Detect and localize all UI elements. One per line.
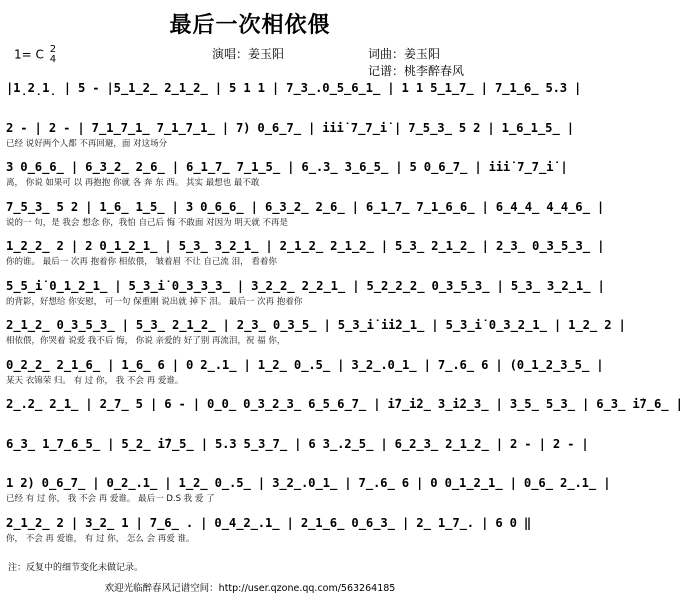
composer-credit: 词曲：姜玉阳 bbox=[368, 47, 441, 61]
key-label: 1= C bbox=[14, 47, 44, 62]
key-signature bbox=[14, 45, 56, 65]
lyrics-line: 说的一 句，是 我会 想念 你，我怕 自己后 悔 不敢面 对因为 明天就 不再是 bbox=[6, 217, 289, 228]
song-title: 最后一次相依偎 bbox=[169, 12, 331, 38]
score-body bbox=[6, 78, 683, 552]
lyrics-line: 某天 衣锦荣 归。 有 过 你， 我 不会 再 爱谁。 bbox=[6, 375, 184, 386]
notes-line: 5̲5̲i̇ 0̲1̲2̲1̲ | 5̲3̲i̇ 0̲3̲3̲3̲ | 3̲2̲2̲ 2̲2̲1̲ | 5̲2̲2̲2̲ 0̲3̲5̲3̲ | 5̲3̲ 3̲2̲1̲ | bbox=[6, 278, 605, 293]
lyrics-line: 的背影，好想给 你安慰， 可一句 保重刚 说出就 掉下 泪。 最后一 次再 抱着你 bbox=[6, 296, 303, 307]
notes-line: |1̣2̣1̣ | 5 - |5̲1̲2̲ 2̲1̲2̲ | 5 1 1 | 7̲3̲.0̲5̲6̲1̲ | 1 1 5̲1̲7̲ | 7̲1̲6̲ 5.3 | bbox=[6, 81, 582, 95]
staff-row bbox=[6, 276, 605, 316]
staff-row bbox=[6, 236, 605, 276]
lyrics-line: 你， 不会 再 爱谁， 有 过 你， 怎么 会 再爱 谁。 bbox=[6, 533, 195, 544]
notes-line: 2̲1̲2̲ 0̲3̲5̲3̲ | 5̲3̲ 2̲1̲2̲ | 2̲3̲ 0̲3̲5̲ | 5̲3̲i̇ i̇i̇2̲1̲ | 5̲3̲i̇ 0̲3̲2̲1̲ | 1̲2̲ 2 | bbox=[6, 318, 626, 332]
staff-row bbox=[6, 513, 532, 553]
staff-row bbox=[6, 78, 582, 118]
staff-row bbox=[6, 394, 683, 434]
notes-line: 1̲2̲2̲ 2 | 2 0̲1̲2̲1̲ | 5̲3̲ 3̲2̲1̲ | 2̲1̲2̲ 2̲1̲2̲ | 5̲3̲ 2̲1̲2̲ | 2̲3̲ 0̲3̲5̲3̲ | bbox=[6, 239, 605, 253]
time-numerator: 2 bbox=[49, 44, 57, 55]
lyrics-line: 你的谁。 最后一 次再 抱着你 相依偎， 皱着眉 不让 自己流 泪， 看着你 bbox=[6, 257, 277, 267]
staff-row bbox=[6, 434, 589, 474]
notes-line: 0̲2̲2̲ 2̲1̲6̲ | 1̲6̲ 6 | 0 2̲.1̲ | 1̲2̲ 0̲.5̲ | 3̲2̲.0̲1̲ | 7̲.6̲ 6 | (0̲1̲2̲3̲5̲ | bbox=[6, 357, 604, 372]
notes-line: 2̲1̲2̲ 2 | 3̲2̲ 1 | 7̲6̲ . | 0̲4̲2̲.1̲ | 2̲1̲6̲ 0̲6̲3̲ | 2̲ 1̲7̲. | 6 0 ‖ bbox=[6, 515, 532, 530]
footer-link[interactable]: 欢迎光临醉春风记谱空间：http://user.qzone.qq.com/563264185 bbox=[104, 583, 396, 594]
notes-line: 2̲.2̲ 2̲1̲ | 2̲7̲ 5 | 6 - | 0̲0̲ 0̲3̲2̲3̲ 6̲5̲6̲7̲ | i̇7̲i̇2̲ 3̲i̇2̲3̲ | 3̲5̲ 5̲3̲ | 6̲3̲ i̇7̲6̲ | bbox=[6, 397, 683, 411]
lyrics-line: 已经 说好两个人都 不再回避，面 对这场分 bbox=[6, 138, 168, 149]
lyrics-line: 离， 你说 如果可 以 再抱抱 你就 各 奔 东 西。 其实 最想也 最不敢 bbox=[6, 178, 260, 188]
time-signature bbox=[50, 45, 56, 65]
staff-row bbox=[6, 355, 604, 395]
staff-row bbox=[6, 157, 568, 197]
time-denominator: 4 bbox=[49, 54, 57, 65]
notes-line: 3 0̲6̲6̲ | 6̲3̲2̲ 2̲6̲ | 6̲1̲7̲ 7̲1̲5̲ | 6̲.3̲ 3̲6̲5̲ | 5 0̲6̲7̲ | i̇i̇i̇ 7̲7̲i̇ | bbox=[6, 160, 568, 174]
singer-credit: 演唱：姜玉阳 bbox=[212, 47, 285, 61]
lyrics-line: 已经 有 过 你， 我 不会 再 爱谁。 最后一 D.S 我 爱 了 bbox=[6, 494, 215, 504]
footnote: 注：反复中的细节变化未做记录。 bbox=[8, 563, 144, 573]
transcriber-credit: 记谱：桃李醉春风 bbox=[368, 64, 465, 78]
staff-row bbox=[6, 315, 626, 355]
notes-line: 2 - | 2 - | 7̲1̲7̲1̲ 7̲1̲7̲1̲ | 7) 0̲6̲7̲ | i̇i̇i̇ 7̲7̲i̇ | 7̲5̲3̲ 5 2 | 1̲6̲1̲5̲ | bbox=[6, 120, 574, 135]
notes-line: 6̲3̲ 1̲7̲6̲5̲ | 5̲2̲ i̇7̲5̲ | 5.3 5̲3̲7̲ | 6 3̲.2̲5̲ | 6̲2̲3̲ 2̲1̲2̲ | 2 - | 2 - | bbox=[6, 436, 589, 451]
staff-row bbox=[6, 197, 605, 237]
notes-line: 1 2) 0̲6̲7̲ | 0̲2̲.1̲ | 1̲2̲ 0̲.5̲ | 3̲2̲.0̲1̲ | 7̲.6̲ 6 | 0 0̲1̲2̲1̲ | 0̲6̲ 2̲.1̲ | bbox=[6, 476, 611, 490]
notes-line: 7̲5̲3̲ 5 2 | 1̲6̲ 1̲5̲ | 3 0̲6̲6̲ | 6̲3̲2̲ 2̲6̲ | 6̲1̲7̲ 7̲1̲6̲6̲ | 6̲4̲4̲ 4̲4̲6̲ | bbox=[6, 199, 605, 214]
lyrics-line: 相依偎，你哭着 说爱 我不后 悔， 你说 亲爱的 好了别 再流泪，祝 福 你， bbox=[6, 336, 286, 346]
staff-row bbox=[6, 118, 574, 158]
staff-row bbox=[6, 473, 611, 513]
